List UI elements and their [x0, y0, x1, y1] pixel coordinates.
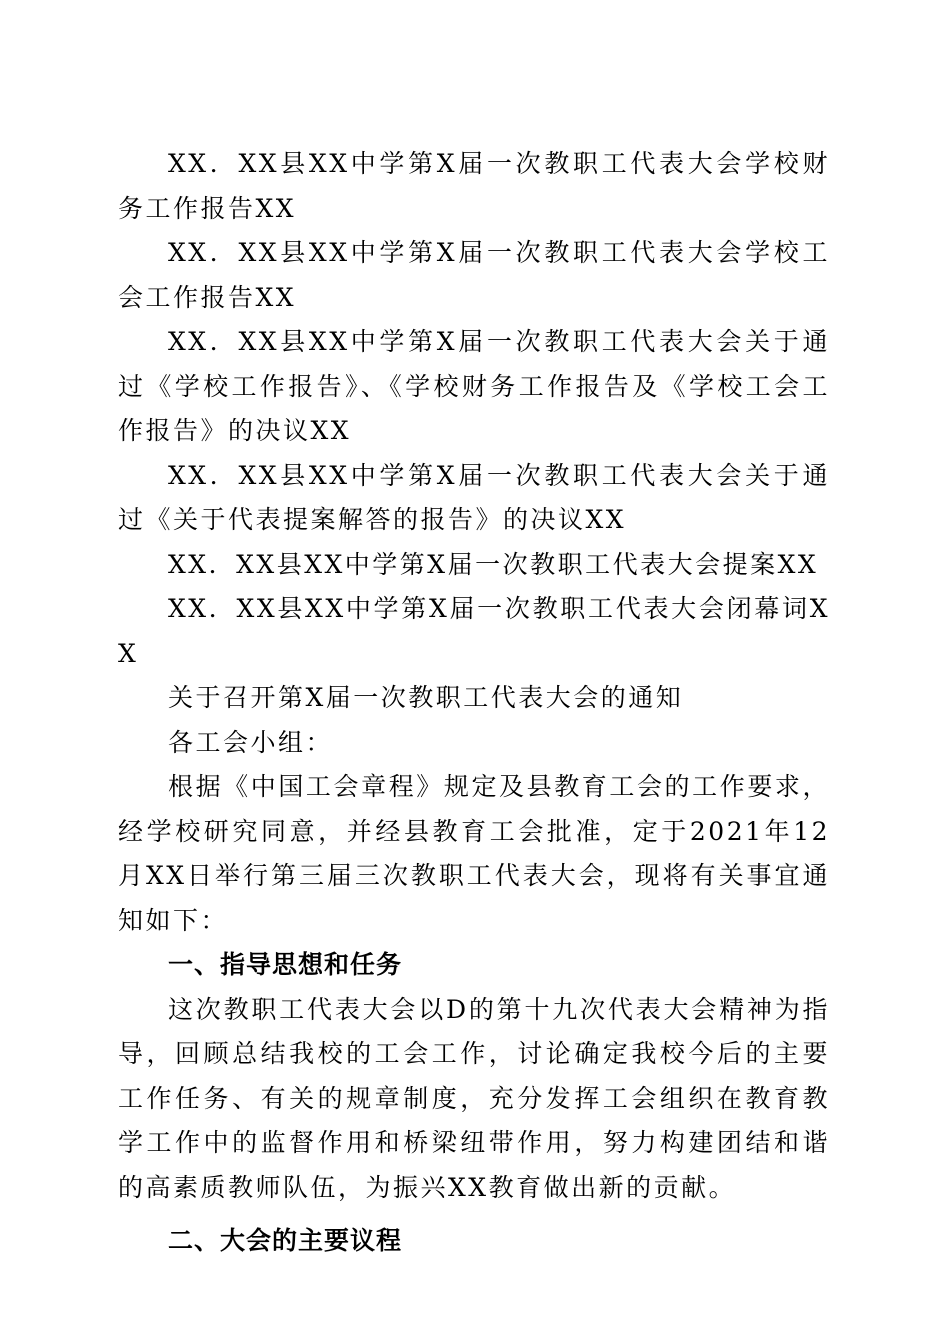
notice-intro: 根据《中国工会章程》规定及县教育工会的工作要求，经学校研究同意，并经县教育工会批准，定于2021年12月XX日举行第三届三次教职工代表大会，现将有关事宜通知如下： [118, 772, 830, 935]
attachment-item-4: XX．XX县XX中学第X届一次教职工代表大会关于通过《关于代表提案解答的报告》的决议XX [118, 460, 830, 534]
notice-salutation: 各工会小组： [168, 727, 334, 757]
attachment-item-1: XX．XX县XX中学第X届一次教职工代表大会学校财务工作报告XX [118, 149, 830, 223]
section-body-1: 这次教职工代表大会以D的第十九次代表大会精神为指导，回顾总结我校的工会工作，讨论确定我校今后的主要工作任务、有关的规章制度，充分发挥工会组织在教育教学工作中的监督作用和桥梁纽带作用，努力构建团结和谐的高素质教师队伍，为振兴XX教育做出新的贡献。 [118, 994, 830, 1202]
attachment-item-3: XX．XX县XX中学第X届一次教职工代表大会关于通过《学校工作报告》、《学校财务工作报告及《学校工会工作报告》的决议XX [118, 327, 830, 445]
notice-title: 关于召开第X届一次教职工代表大会的通知 [168, 683, 684, 712]
document-body [118, 142, 830, 1264]
attachment-item-5: XX．XX县XX中学第X届一次教职工代表大会提案XX [168, 549, 819, 579]
section-heading-2: 二、大会的主要议程 [168, 1226, 403, 1255]
section-heading-1: 一、指导思想和任务 [168, 950, 403, 979]
attachment-item-6: XX．XX县XX中学第X届一次教职工代表大会闭幕词XX [118, 594, 830, 668]
attachment-item-2: XX．XX县XX中学第X届一次教职工代表大会学校工会工作报告XX [118, 238, 830, 312]
